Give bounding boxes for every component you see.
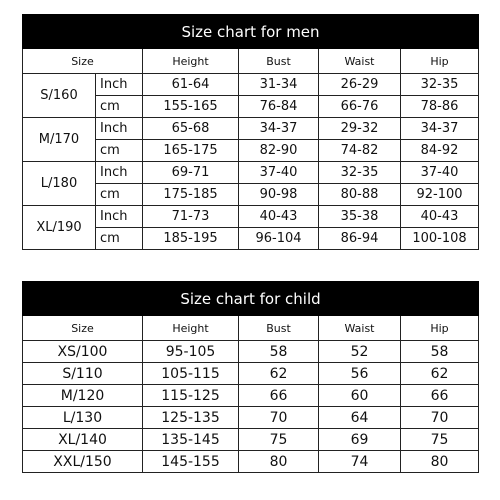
child-hip-cell: 58: [401, 341, 479, 363]
child-header-row: [23, 316, 479, 341]
men-unit-label: cm: [96, 184, 143, 206]
men-size-table: [22, 14, 479, 250]
men-bust-cell: 82-90: [239, 140, 319, 162]
men-height-cell: 71-73: [143, 206, 239, 228]
men-hip-cell: 78-86: [401, 96, 479, 118]
men-waist-cell: 32-35: [319, 162, 401, 184]
child-header-waist: Waist: [319, 316, 401, 341]
men-bust-cell: 37-40: [239, 162, 319, 184]
men-hip-cell: 32-35: [401, 74, 479, 96]
child-table-row: [23, 429, 479, 451]
child-size-cell: XS/100: [23, 341, 143, 363]
men-hip-cell: 37-40: [401, 162, 479, 184]
child-waist-cell: 56: [319, 363, 401, 385]
child-hip-cell: 62: [401, 363, 479, 385]
child-size-table: [22, 281, 479, 473]
men-unit-label: cm: [96, 140, 143, 162]
child-height-cell: 95-105: [143, 341, 239, 363]
child-header-size: Size: [23, 316, 143, 341]
men-waist-cell: 86-94: [319, 228, 401, 250]
men-size-label: XL/190: [23, 206, 96, 250]
men-height-cell: 185-195: [143, 228, 239, 250]
men-header-waist: Waist: [319, 49, 401, 74]
men-height-cell: 69-71: [143, 162, 239, 184]
men-bust-cell: 34-37: [239, 118, 319, 140]
child-table-row: [23, 385, 479, 407]
child-hip-cell: 70: [401, 407, 479, 429]
men-height-cell: 155-165: [143, 96, 239, 118]
child-height-cell: 145-155: [143, 451, 239, 473]
child-table-row: [23, 341, 479, 363]
men-hip-cell: 84-92: [401, 140, 479, 162]
child-table-row: [23, 363, 479, 385]
men-bust-cell: 76-84: [239, 96, 319, 118]
men-unit-label: Inch: [96, 118, 143, 140]
men-header-bust: Bust: [239, 49, 319, 74]
child-size-cell: M/120: [23, 385, 143, 407]
men-hip-cell: 92-100: [401, 184, 479, 206]
men-bust-cell: 90-98: [239, 184, 319, 206]
child-waist-cell: 60: [319, 385, 401, 407]
child-waist-cell: 74: [319, 451, 401, 473]
men-table-row: [23, 74, 479, 96]
men-bust-cell: 96-104: [239, 228, 319, 250]
men-header-row: [23, 49, 479, 74]
child-header-hip: Hip: [401, 316, 479, 341]
child-table-title: Size chart for child: [23, 282, 479, 316]
men-table-row: [23, 162, 479, 184]
child-bust-cell: 58: [239, 341, 319, 363]
men-waist-cell: 29-32: [319, 118, 401, 140]
men-height-cell: 61-64: [143, 74, 239, 96]
men-waist-cell: 74-82: [319, 140, 401, 162]
men-unit-label: Inch: [96, 74, 143, 96]
men-table-title: Size chart for men: [23, 15, 479, 49]
men-header-height: Height: [143, 49, 239, 74]
men-waist-cell: 35-38: [319, 206, 401, 228]
child-size-cell: XL/140: [23, 429, 143, 451]
men-bust-cell: 31-34: [239, 74, 319, 96]
child-height-cell: 125-135: [143, 407, 239, 429]
men-waist-cell: 80-88: [319, 184, 401, 206]
men-height-cell: 165-175: [143, 140, 239, 162]
child-hip-cell: 66: [401, 385, 479, 407]
men-height-cell: 65-68: [143, 118, 239, 140]
child-waist-cell: 64: [319, 407, 401, 429]
child-table-row: [23, 407, 479, 429]
men-height-cell: 175-185: [143, 184, 239, 206]
men-hip-cell: 100-108: [401, 228, 479, 250]
men-header-hip: Hip: [401, 49, 479, 74]
men-hip-cell: 40-43: [401, 206, 479, 228]
child-size-cell: XXL/150: [23, 451, 143, 473]
child-size-cell: S/110: [23, 363, 143, 385]
child-hip-cell: 75: [401, 429, 479, 451]
men-size-label: M/170: [23, 118, 96, 162]
child-bust-cell: 75: [239, 429, 319, 451]
child-height-cell: 105-115: [143, 363, 239, 385]
men-size-label: L/180: [23, 162, 96, 206]
men-unit-label: cm: [96, 96, 143, 118]
child-bust-cell: 62: [239, 363, 319, 385]
child-bust-cell: 70: [239, 407, 319, 429]
child-bust-cell: 66: [239, 385, 319, 407]
child-header-bust: Bust: [239, 316, 319, 341]
men-bust-cell: 40-43: [239, 206, 319, 228]
men-table-row: [23, 206, 479, 228]
child-hip-cell: 80: [401, 451, 479, 473]
child-size-cell: L/130: [23, 407, 143, 429]
child-waist-cell: 69: [319, 429, 401, 451]
men-table-row: [23, 118, 479, 140]
child-bust-cell: 80: [239, 451, 319, 473]
men-waist-cell: 66-76: [319, 96, 401, 118]
men-waist-cell: 26-29: [319, 74, 401, 96]
child-table-row: [23, 451, 479, 473]
men-unit-label: Inch: [96, 162, 143, 184]
child-height-cell: 135-145: [143, 429, 239, 451]
men-hip-cell: 34-37: [401, 118, 479, 140]
men-unit-label: cm: [96, 228, 143, 250]
men-header-size: Size: [23, 49, 143, 74]
men-unit-label: Inch: [96, 206, 143, 228]
child-waist-cell: 52: [319, 341, 401, 363]
child-header-height: Height: [143, 316, 239, 341]
child-height-cell: 115-125: [143, 385, 239, 407]
men-size-label: S/160: [23, 74, 96, 118]
